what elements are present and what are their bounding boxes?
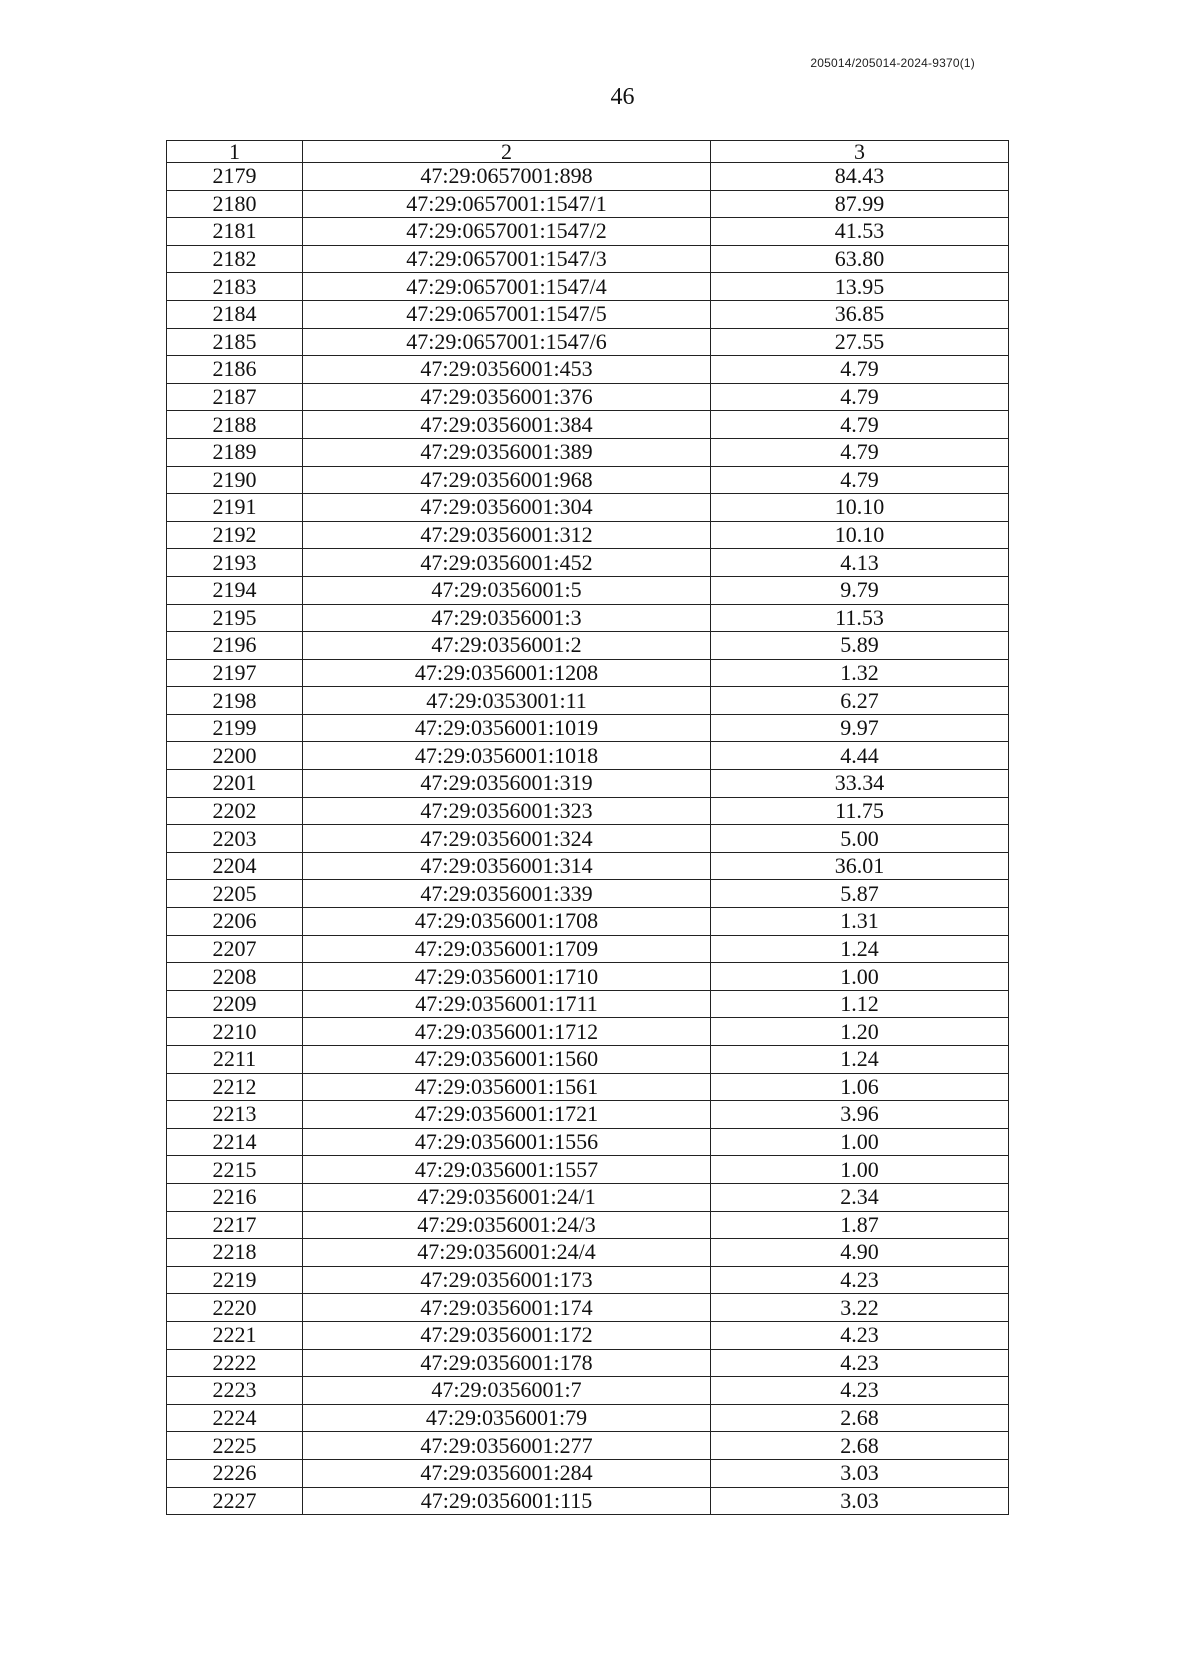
row-number-cell: 2224 xyxy=(167,1404,303,1432)
page-number: 46 xyxy=(610,84,635,110)
cadastral-number-cell: 47:29:0356001:452 xyxy=(303,549,711,577)
row-number-cell: 2208 xyxy=(167,963,303,991)
cadastral-number-cell: 47:29:0356001:384 xyxy=(303,411,711,439)
cadastral-number-cell: 47:29:0356001:277 xyxy=(303,1432,711,1460)
cadastral-number-cell: 47:29:0356001:339 xyxy=(303,880,711,908)
table-row xyxy=(167,328,1009,356)
row-number-cell: 2206 xyxy=(167,908,303,936)
row-number-cell: 2207 xyxy=(167,935,303,963)
value-cell: 4.23 xyxy=(711,1266,1009,1294)
row-number-cell: 2216 xyxy=(167,1183,303,1211)
cadastral-number-cell: 47:29:0657001:1547/6 xyxy=(303,328,711,356)
row-number-cell: 2198 xyxy=(167,687,303,715)
cadastral-number-cell: 47:29:0356001:1712 xyxy=(303,1018,711,1046)
row-number-cell: 2204 xyxy=(167,852,303,880)
value-cell: 36.85 xyxy=(711,300,1009,328)
value-cell: 6.27 xyxy=(711,687,1009,715)
value-cell: 1.06 xyxy=(711,1073,1009,1101)
table-row xyxy=(167,1432,1009,1460)
value-cell: 11.53 xyxy=(711,604,1009,632)
cadastral-number-cell: 47:29:0356001:7 xyxy=(303,1377,711,1405)
cadastral-number-cell: 47:29:0356001:1556 xyxy=(303,1128,711,1156)
row-number-cell: 2188 xyxy=(167,411,303,439)
value-cell: 10.10 xyxy=(711,521,1009,549)
table-row xyxy=(167,1404,1009,1432)
table-row xyxy=(167,383,1009,411)
table-row xyxy=(167,852,1009,880)
table-row xyxy=(167,1239,1009,1267)
row-number-cell: 2221 xyxy=(167,1321,303,1349)
cadastral-number-cell: 47:29:0356001:1709 xyxy=(303,935,711,963)
table-row xyxy=(167,935,1009,963)
value-cell: 4.79 xyxy=(711,356,1009,384)
row-number-cell: 2195 xyxy=(167,604,303,632)
table-row xyxy=(167,190,1009,218)
value-cell: 4.79 xyxy=(711,411,1009,439)
row-number-cell: 2181 xyxy=(167,218,303,246)
cadastral-number-cell: 47:29:0356001:376 xyxy=(303,383,711,411)
value-cell: 1.24 xyxy=(711,1046,1009,1074)
row-number-cell: 2179 xyxy=(167,163,303,191)
table-row xyxy=(167,1046,1009,1074)
table-row xyxy=(167,1294,1009,1322)
table-row xyxy=(167,797,1009,825)
row-number-cell: 2213 xyxy=(167,1101,303,1129)
table-row xyxy=(167,963,1009,991)
cadastral-number-cell: 47:29:0356001:1019 xyxy=(303,714,711,742)
table-row xyxy=(167,1183,1009,1211)
value-cell: 9.97 xyxy=(711,714,1009,742)
value-cell: 3.03 xyxy=(711,1487,1009,1515)
cadastral-number-cell: 47:29:0356001:5 xyxy=(303,576,711,604)
row-number-cell: 2190 xyxy=(167,466,303,494)
value-cell: 3.03 xyxy=(711,1459,1009,1487)
table-row xyxy=(167,990,1009,1018)
value-cell: 1.12 xyxy=(711,990,1009,1018)
row-number-cell: 2227 xyxy=(167,1487,303,1515)
table-row xyxy=(167,549,1009,577)
cadastral-number-cell: 47:29:0356001:115 xyxy=(303,1487,711,1515)
row-number-cell: 2200 xyxy=(167,742,303,770)
value-cell: 2.34 xyxy=(711,1183,1009,1211)
cadastral-number-cell: 47:29:0356001:24/4 xyxy=(303,1239,711,1267)
table-row xyxy=(167,1266,1009,1294)
cadastral-number-cell: 47:29:0356001:323 xyxy=(303,797,711,825)
cadastral-number-cell: 47:29:0356001:319 xyxy=(303,770,711,798)
value-cell: 4.13 xyxy=(711,549,1009,577)
table-row xyxy=(167,521,1009,549)
value-cell: 84.43 xyxy=(711,163,1009,191)
cadastral-number-cell: 47:29:0356001:172 xyxy=(303,1321,711,1349)
table-row xyxy=(167,1211,1009,1239)
value-cell: 3.96 xyxy=(711,1101,1009,1129)
table-row xyxy=(167,632,1009,660)
value-cell: 4.23 xyxy=(711,1321,1009,1349)
value-cell: 4.79 xyxy=(711,466,1009,494)
cadastral-number-cell: 47:29:0356001:324 xyxy=(303,825,711,853)
table-row xyxy=(167,908,1009,936)
value-cell: 5.89 xyxy=(711,632,1009,660)
row-number-cell: 2193 xyxy=(167,549,303,577)
row-number-cell: 2187 xyxy=(167,383,303,411)
table-row xyxy=(167,1156,1009,1184)
value-cell: 4.44 xyxy=(711,742,1009,770)
table-row xyxy=(167,466,1009,494)
cadastral-number-cell: 47:29:0356001:24/1 xyxy=(303,1183,711,1211)
column-header-1: 1 xyxy=(167,141,303,163)
row-number-cell: 2218 xyxy=(167,1239,303,1267)
value-cell: 41.53 xyxy=(711,218,1009,246)
table-row xyxy=(167,714,1009,742)
value-cell: 1.20 xyxy=(711,1018,1009,1046)
table-row xyxy=(167,438,1009,466)
row-number-cell: 2203 xyxy=(167,825,303,853)
cadastral-number-cell: 47:29:0356001:1708 xyxy=(303,908,711,936)
row-number-cell: 2219 xyxy=(167,1266,303,1294)
cadastral-number-cell: 47:29:0356001:2 xyxy=(303,632,711,660)
row-number-cell: 2194 xyxy=(167,576,303,604)
value-cell: 1.00 xyxy=(711,1156,1009,1184)
row-number-cell: 2189 xyxy=(167,438,303,466)
row-number-cell: 2214 xyxy=(167,1128,303,1156)
row-number-cell: 2201 xyxy=(167,770,303,798)
value-cell: 36.01 xyxy=(711,852,1009,880)
header-row xyxy=(167,141,1009,163)
value-cell: 2.68 xyxy=(711,1404,1009,1432)
cadastral-number-cell: 47:29:0356001:24/3 xyxy=(303,1211,711,1239)
value-cell: 5.00 xyxy=(711,825,1009,853)
cadastral-number-cell: 47:29:0356001:79 xyxy=(303,1404,711,1432)
row-number-cell: 2217 xyxy=(167,1211,303,1239)
table-row xyxy=(167,245,1009,273)
table-row xyxy=(167,880,1009,908)
table-row xyxy=(167,1101,1009,1129)
table-row xyxy=(167,300,1009,328)
table-row xyxy=(167,273,1009,301)
cadastral-number-cell: 47:29:0356001:1560 xyxy=(303,1046,711,1074)
cadastral-number-cell: 47:29:0657001:1547/5 xyxy=(303,300,711,328)
value-cell: 27.55 xyxy=(711,328,1009,356)
table-row xyxy=(167,1321,1009,1349)
row-number-cell: 2223 xyxy=(167,1377,303,1405)
table-body xyxy=(167,163,1009,1515)
value-cell: 11.75 xyxy=(711,797,1009,825)
value-cell: 1.24 xyxy=(711,935,1009,963)
value-cell: 87.99 xyxy=(711,190,1009,218)
row-number-cell: 2199 xyxy=(167,714,303,742)
value-cell: 33.34 xyxy=(711,770,1009,798)
table-row xyxy=(167,1487,1009,1515)
value-cell: 1.31 xyxy=(711,908,1009,936)
value-cell: 2.68 xyxy=(711,1432,1009,1460)
row-number-cell: 2215 xyxy=(167,1156,303,1184)
table-row xyxy=(167,604,1009,632)
row-number-cell: 2202 xyxy=(167,797,303,825)
row-number-cell: 2191 xyxy=(167,494,303,522)
value-cell: 1.00 xyxy=(711,1128,1009,1156)
cadastral-number-cell: 47:29:0356001:453 xyxy=(303,356,711,384)
table-row xyxy=(167,1349,1009,1377)
cadastral-number-cell: 47:29:0356001:178 xyxy=(303,1349,711,1377)
table-row xyxy=(167,1073,1009,1101)
cadastral-number-cell: 47:29:0353001:11 xyxy=(303,687,711,715)
value-cell: 10.10 xyxy=(711,494,1009,522)
row-number-cell: 2186 xyxy=(167,356,303,384)
cadastral-number-cell: 47:29:0356001:389 xyxy=(303,438,711,466)
row-number-cell: 2185 xyxy=(167,328,303,356)
cadastral-number-cell: 47:29:0657001:1547/4 xyxy=(303,273,711,301)
row-number-cell: 2220 xyxy=(167,1294,303,1322)
table-row xyxy=(167,1128,1009,1156)
cadastral-number-cell: 47:29:0356001:1018 xyxy=(303,742,711,770)
row-number-cell: 2183 xyxy=(167,273,303,301)
cadastral-number-cell: 47:29:0356001:1721 xyxy=(303,1101,711,1129)
row-number-cell: 2192 xyxy=(167,521,303,549)
row-number-cell: 2197 xyxy=(167,659,303,687)
cadastral-number-cell: 47:29:0356001:1208 xyxy=(303,659,711,687)
value-cell: 4.23 xyxy=(711,1377,1009,1405)
row-number-cell: 2212 xyxy=(167,1073,303,1101)
column-header-3: 3 xyxy=(711,141,1009,163)
table-row xyxy=(167,1018,1009,1046)
value-cell: 9.79 xyxy=(711,576,1009,604)
value-cell: 5.87 xyxy=(711,880,1009,908)
cadastral-number-cell: 47:29:0356001:3 xyxy=(303,604,711,632)
cadastral-number-cell: 47:29:0356001:1710 xyxy=(303,963,711,991)
value-cell: 4.79 xyxy=(711,383,1009,411)
row-number-cell: 2180 xyxy=(167,190,303,218)
cadastral-number-cell: 47:29:0657001:1547/1 xyxy=(303,190,711,218)
cadastral-number-cell: 47:29:0356001:174 xyxy=(303,1294,711,1322)
cadastral-number-cell: 47:29:0657001:898 xyxy=(303,163,711,191)
cadastral-number-cell: 47:29:0657001:1547/3 xyxy=(303,245,711,273)
row-number-cell: 2222 xyxy=(167,1349,303,1377)
value-cell: 1.00 xyxy=(711,963,1009,991)
cadastral-number-cell: 47:29:0356001:968 xyxy=(303,466,711,494)
value-cell: 4.79 xyxy=(711,438,1009,466)
table-row xyxy=(167,742,1009,770)
data-table xyxy=(166,140,1009,1515)
value-cell: 4.90 xyxy=(711,1239,1009,1267)
table-row xyxy=(167,218,1009,246)
table-row xyxy=(167,163,1009,191)
table-row xyxy=(167,1377,1009,1405)
cadastral-number-cell: 47:29:0356001:173 xyxy=(303,1266,711,1294)
cadastral-number-cell: 47:29:0356001:1711 xyxy=(303,990,711,1018)
value-cell: 63.80 xyxy=(711,245,1009,273)
cadastral-number-cell: 47:29:0356001:304 xyxy=(303,494,711,522)
row-number-cell: 2209 xyxy=(167,990,303,1018)
row-number-cell: 2184 xyxy=(167,300,303,328)
value-cell: 3.22 xyxy=(711,1294,1009,1322)
cadastral-number-cell: 47:29:0356001:1557 xyxy=(303,1156,711,1184)
row-number-cell: 2225 xyxy=(167,1432,303,1460)
cadastral-number-cell: 47:29:0356001:314 xyxy=(303,852,711,880)
document-code: 205014/205014-2024-9370(1) xyxy=(810,56,975,70)
table-row xyxy=(167,1459,1009,1487)
row-number-cell: 2211 xyxy=(167,1046,303,1074)
table-row xyxy=(167,356,1009,384)
cadastral-number-cell: 47:29:0356001:1561 xyxy=(303,1073,711,1101)
row-number-cell: 2205 xyxy=(167,880,303,908)
cadastral-number-cell: 47:29:0356001:284 xyxy=(303,1459,711,1487)
cadastral-number-cell: 47:29:0657001:1547/2 xyxy=(303,218,711,246)
row-number-cell: 2210 xyxy=(167,1018,303,1046)
row-number-cell: 2182 xyxy=(167,245,303,273)
table-header xyxy=(167,141,1009,163)
value-cell: 1.87 xyxy=(711,1211,1009,1239)
table-row xyxy=(167,494,1009,522)
table-row xyxy=(167,411,1009,439)
row-number-cell: 2196 xyxy=(167,632,303,660)
table-row xyxy=(167,687,1009,715)
column-header-2: 2 xyxy=(303,141,711,163)
value-cell: 13.95 xyxy=(711,273,1009,301)
value-cell: 1.32 xyxy=(711,659,1009,687)
row-number-cell: 2226 xyxy=(167,1459,303,1487)
table-row xyxy=(167,825,1009,853)
table-row xyxy=(167,659,1009,687)
table-row xyxy=(167,576,1009,604)
cadastral-number-cell: 47:29:0356001:312 xyxy=(303,521,711,549)
value-cell: 4.23 xyxy=(711,1349,1009,1377)
table-row xyxy=(167,770,1009,798)
